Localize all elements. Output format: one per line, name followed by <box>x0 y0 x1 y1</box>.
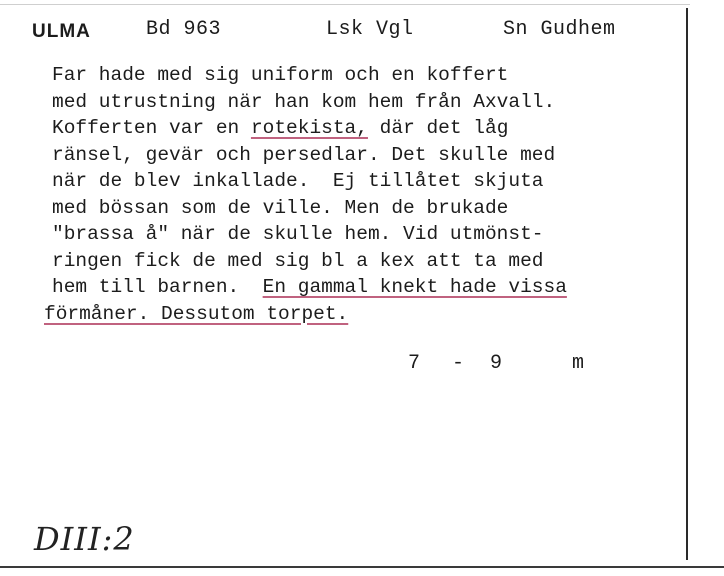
text-line <box>44 301 664 328</box>
text-segment: Kofferten var en <box>52 117 251 139</box>
text-line: ringen fick de med sig bl a kex att ta med <box>52 249 544 272</box>
card-right-edge <box>686 8 688 560</box>
text-line: "brassa å" när de skulle hem. Vid utmönst- <box>52 223 544 245</box>
underlined-phrase: förmåner. Dessutom torpet. <box>44 302 349 325</box>
handwritten-signature: DIII:2 <box>34 520 135 558</box>
unit-label: m <box>572 352 585 375</box>
text-segment: hem till barnen. <box>52 276 263 298</box>
text-line: med utrustning när han kom hem från Axvall. <box>52 90 556 113</box>
text-line <box>52 274 672 301</box>
text-segment: där det låg <box>367 117 509 139</box>
volume-label: Bd 963 <box>146 18 222 41</box>
place-label: Sn Gudhem <box>503 18 616 41</box>
text-line: Far hade med sig uniform och en koffert <box>52 64 509 86</box>
text-line <box>52 115 672 142</box>
underlined-phrase: En gammal knekt hade vissa <box>262 276 567 298</box>
card-top-edge <box>0 4 690 5</box>
page-dash: - <box>452 352 465 375</box>
page-end: 9 <box>490 352 503 375</box>
archive-label: ULMA <box>32 21 91 42</box>
text-line: när de blev inkallade. Ej tillåtet skjuta <box>52 170 544 192</box>
record-text <box>44 62 672 327</box>
page-start: 7 <box>408 352 421 375</box>
text-line: ränsel, gevär och persedlar. Det skulle med <box>52 143 556 166</box>
underlined-term: rotekista, <box>250 117 368 139</box>
text-line: med bössan som de ville. Men de brukade <box>52 196 509 219</box>
card-bottom-edge <box>0 566 724 568</box>
parish-label: Lsk Vgl <box>326 18 414 41</box>
